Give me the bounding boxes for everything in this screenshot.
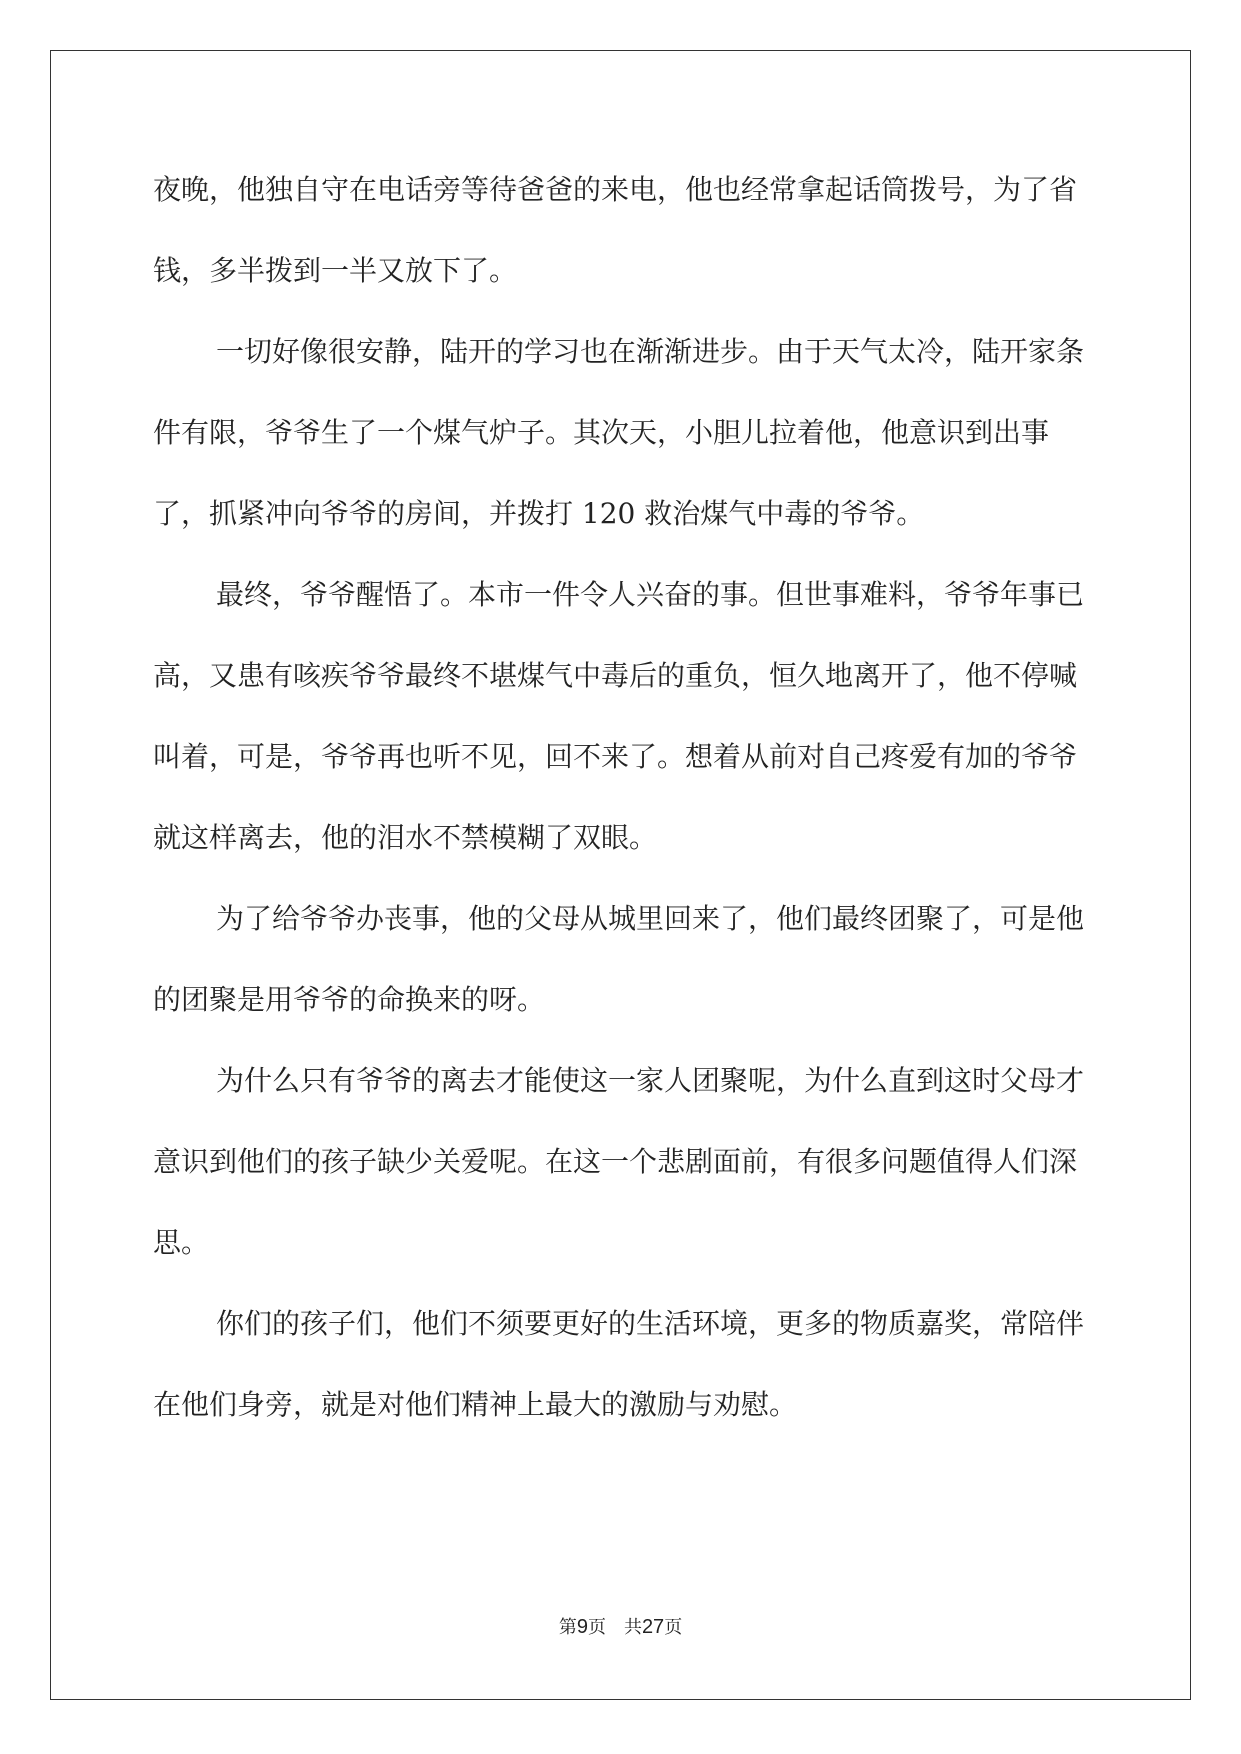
paragraph-text: 为什么只有爷爷的离去才能使这一家人团聚呢，为什么直到这时父母才意识到他们的孩子缺少关爱呢。在这一个悲剧面前，有很多问题值得人们深思。 (153, 1064, 1085, 1259)
paragraph-2 (153, 311, 1090, 554)
paragraph-6 (153, 1283, 1090, 1445)
page-footer (0, 1613, 1241, 1639)
footer-total-prefix: 共 (623, 1617, 642, 1638)
paragraph-4 (153, 878, 1090, 1040)
footer-total-suffix: 页 (664, 1617, 683, 1638)
footer-total-pages: 27 (641, 1616, 665, 1638)
paragraph-text: 最终，爷爷醒悟了。本市一件令人兴奋的事。但世事难料，爷爷年事已高，又患有咳疾爷爷最终不堪煤气中毒后的重负，恒久地离开了，他不停喊叫着，可是，爷爷再也听不见，回不来了。想着从前对自己疼爱有加的爷爷就这样离去，他的泪水不禁模糊了双眼。 (153, 578, 1085, 854)
document-body (153, 149, 1090, 1445)
paragraph-text: 你们的孩子们，他们不须要更好的生活环境，更多的物质嘉奖，常陪伴在他们身旁，就是对他们精神上最大的激励与劝慰。 (153, 1307, 1085, 1421)
paragraph-text: 夜晚，他独自守在电话旁等待爸爸的来电，他也经常拿起话筒拨号，为了省钱，多半拨到一半又放下了。 (153, 173, 1078, 287)
paragraph-text: 为了给爷爷办丧事，他的父母从城里回来了，他们最终团聚了，可是他的团聚是用爷爷的命换来的呀。 (153, 902, 1085, 1016)
paragraph-3 (153, 554, 1090, 878)
footer-page-prefix: 第 (558, 1617, 577, 1638)
paragraph-1 (153, 149, 1090, 311)
footer-page-number: 9 (576, 1616, 588, 1638)
paragraph-5 (153, 1040, 1090, 1283)
footer-page-suffix: 页 (587, 1617, 606, 1638)
paragraph-text: 一切好像很安静，陆开的学习也在渐渐进步。由于天气太冷，陆开家条件有限，爷爷生了一个煤气炉子。其次天，小胆儿拉着他，他意识到出事了，抓紧冲向爷爷的房间，并拨打 120 救治煤气中毒的爷爷。 (153, 335, 1085, 530)
